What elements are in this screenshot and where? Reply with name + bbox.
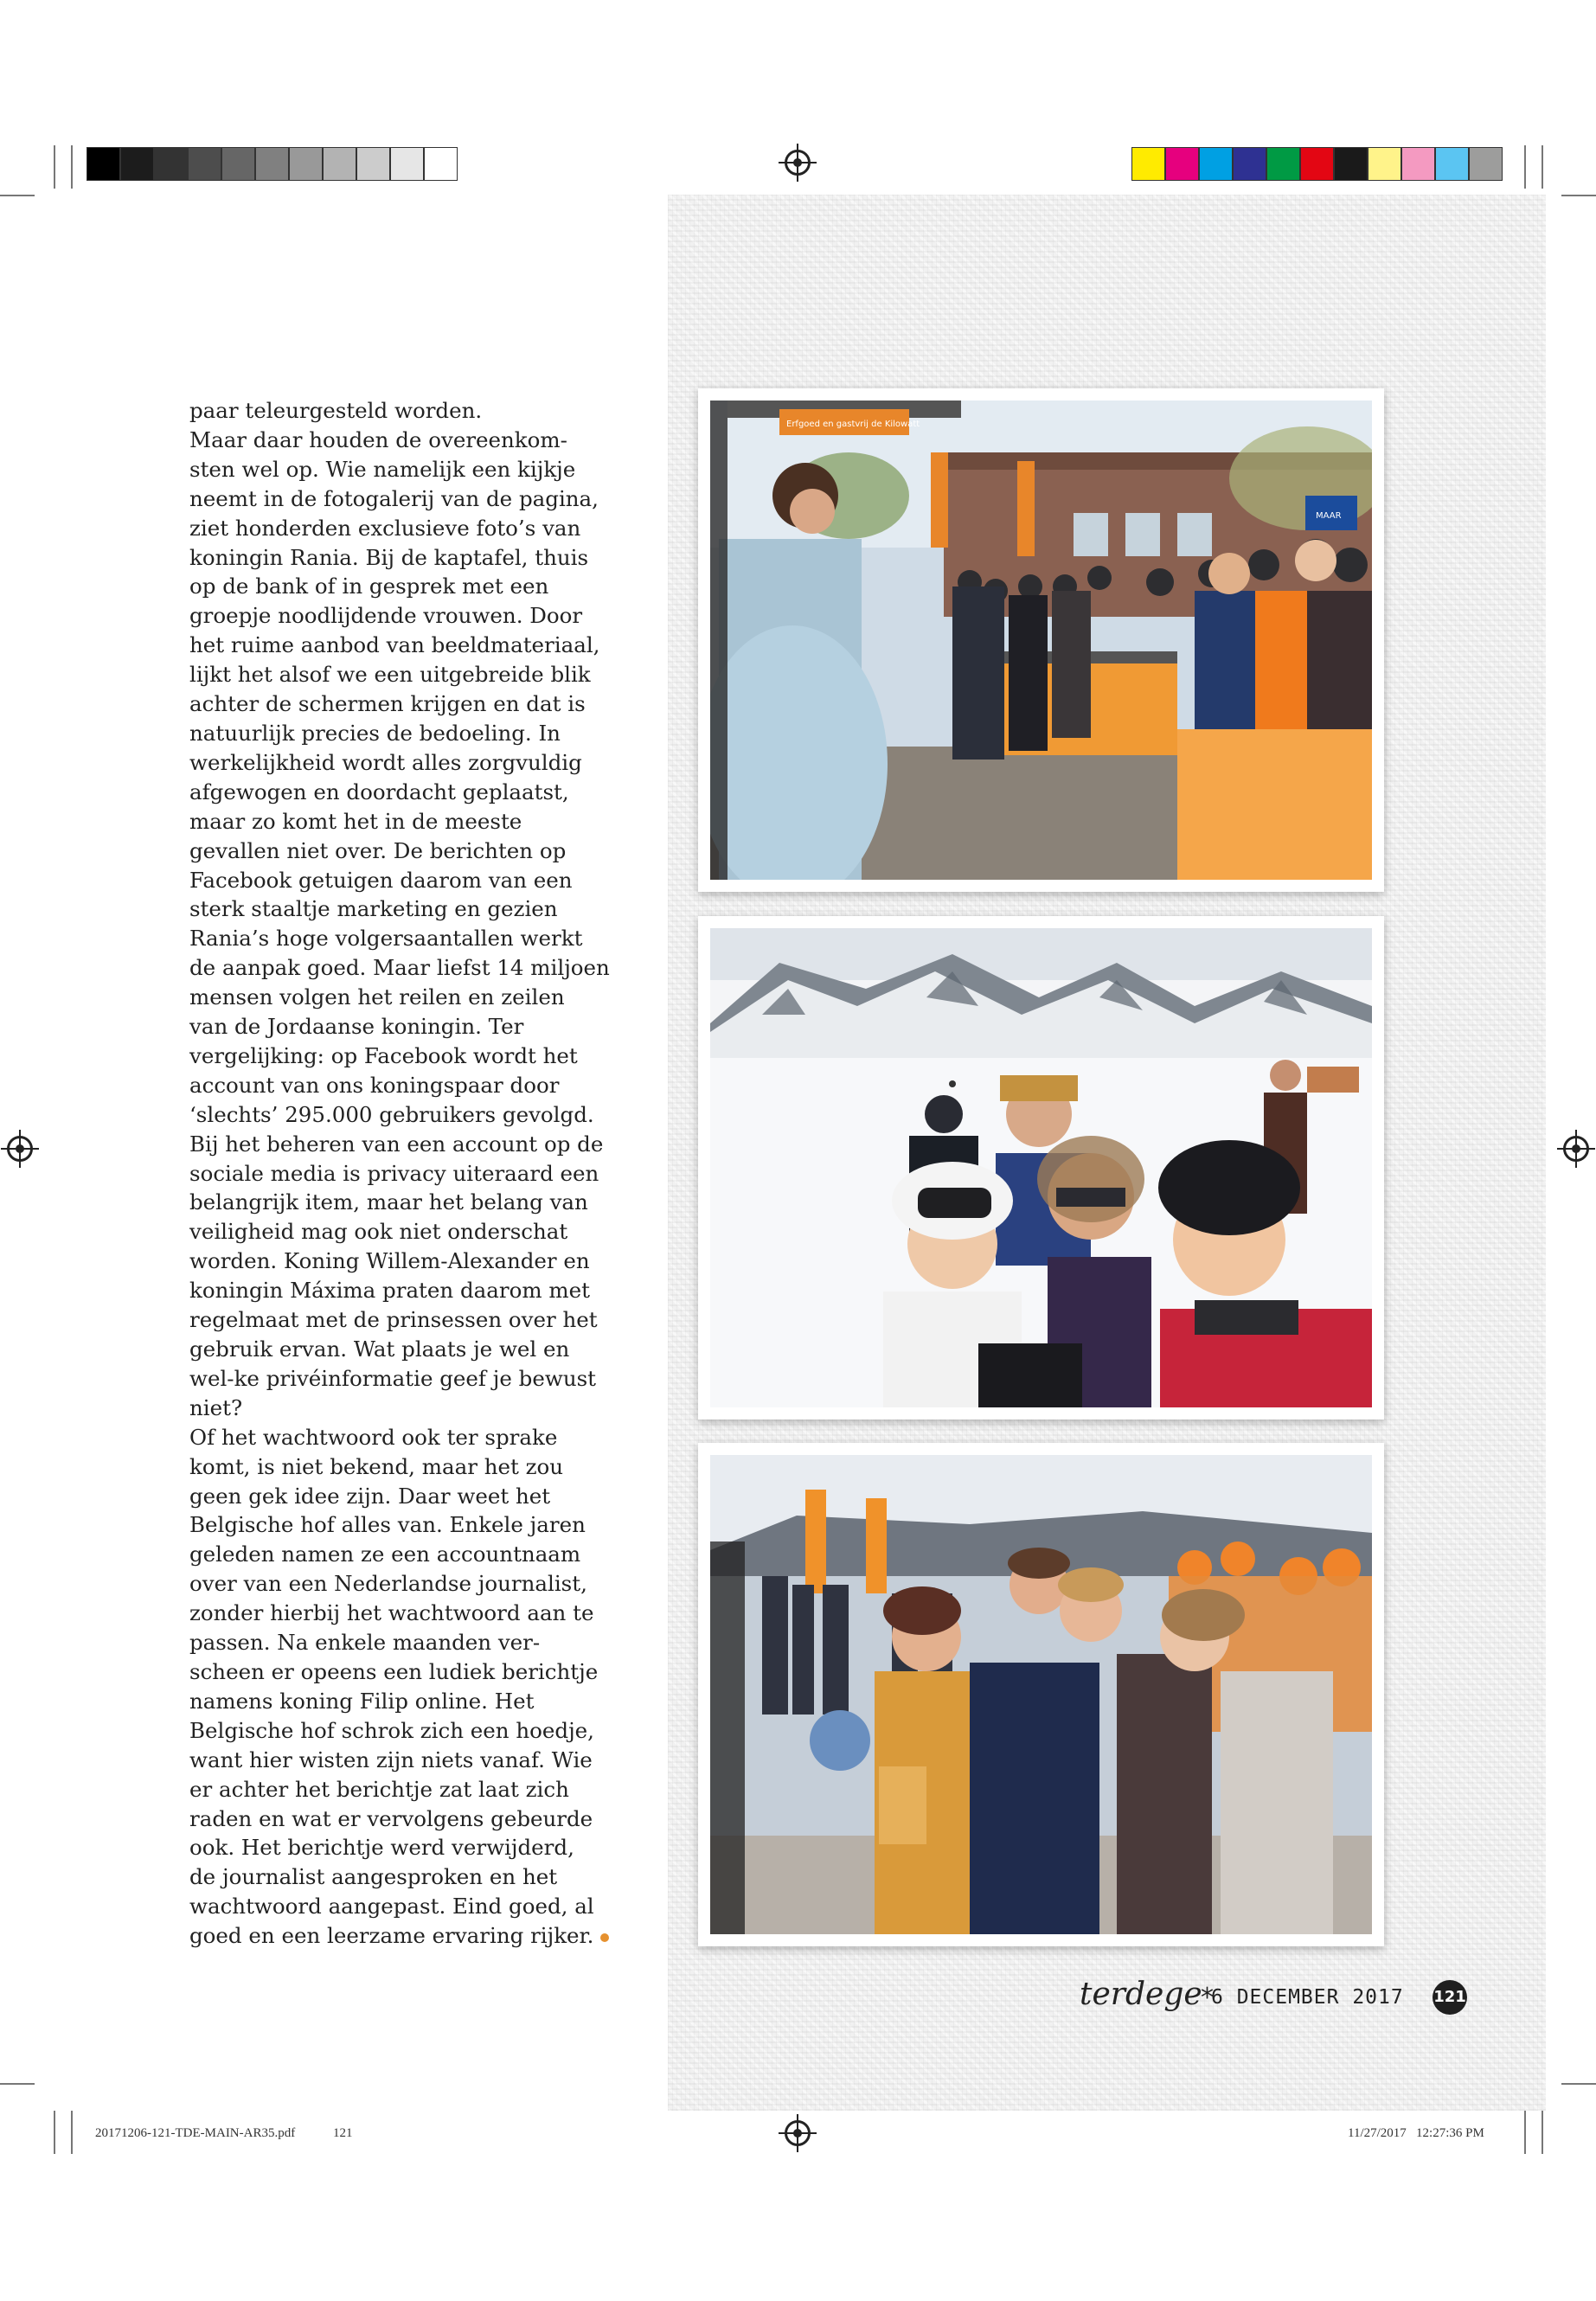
photo-ski-selfie bbox=[710, 928, 1372, 1407]
article-line: paar teleurgesteld worden. bbox=[189, 398, 483, 423]
article-line: er achter het berichtje zat laat zich bbox=[189, 1776, 569, 1802]
article-line: ook. Het berichtje werd verwijderd, bbox=[189, 1835, 574, 1861]
registration-mark-icon bbox=[7, 1136, 33, 1162]
article-line: ziet honderden exclusieve foto’s van bbox=[189, 515, 581, 541]
article-line: worden. Koning Willem-Alexander en bbox=[189, 1248, 590, 1274]
issue-date: 6 DECEMBER 2017 bbox=[1211, 1986, 1404, 2009]
article-line: het ruime aanbod van beeldmateriaal, bbox=[189, 632, 600, 658]
color-swatch bbox=[390, 147, 424, 181]
crop-mark bbox=[71, 2111, 73, 2154]
photo-banner-text: Erfgoed en gastvrij de Kilowatt bbox=[786, 420, 920, 429]
article-line: belangrijk item, maar het belang van bbox=[189, 1189, 588, 1215]
color-swatch bbox=[356, 147, 390, 181]
article-line: wachtwoord aangepast. Eind goed, al bbox=[189, 1894, 594, 1920]
gray-calibration-bar bbox=[87, 147, 458, 181]
article-line: van de Jordaanse koningin. Ter bbox=[189, 1014, 524, 1040]
color-swatch bbox=[1401, 147, 1435, 181]
article-line: namens koning Filip online. Het bbox=[189, 1688, 535, 1714]
color-swatch bbox=[424, 147, 458, 181]
photo-card-event-selfie bbox=[698, 1443, 1384, 1946]
color-swatch bbox=[1334, 147, 1368, 181]
page-number-badge: 121 bbox=[1433, 1980, 1467, 2015]
article-line: zonder hierbij het wachtwoord aan te bbox=[189, 1600, 594, 1626]
article-line: Bij het beheren van een account op de bbox=[189, 1131, 604, 1157]
article-line: vergelijking: op Facebook wordt het bbox=[189, 1042, 578, 1068]
article-line: koningin Máxima praten daarom met bbox=[189, 1278, 590, 1304]
article-line: groepje noodlijdende vrouwen. Door bbox=[189, 603, 583, 629]
article-line: Rania’s hoge volgersaantallen werkt bbox=[189, 926, 583, 952]
article-line: maar zo komt het in de meeste bbox=[189, 808, 522, 834]
article-line: natuurlijk precies de bedoeling. In bbox=[189, 720, 561, 746]
article-line: neemt in de fotogalerij van de pagina, bbox=[189, 485, 599, 511]
color-swatch bbox=[1435, 147, 1469, 181]
photo-selfie-crowd bbox=[710, 401, 1372, 880]
article-line: achter de schermen krijgen en dat is bbox=[189, 691, 586, 717]
article-line: gebruik ervan. Wat plaats je wel en bbox=[189, 1336, 570, 1362]
end-of-article-dot-icon bbox=[600, 1933, 609, 1942]
article-line: mensen volgen het reilen en zeilen bbox=[189, 984, 565, 1010]
crop-mark bbox=[54, 145, 55, 189]
crop-mark bbox=[1524, 2111, 1526, 2154]
registration-mark-icon bbox=[785, 2120, 811, 2146]
crop-mark bbox=[0, 2083, 35, 2085]
color-swatch bbox=[1469, 147, 1503, 181]
article-line: Belgische hof schrok zich een hoedje, bbox=[189, 1717, 594, 1743]
article-line: Facebook getuigen daarom van een bbox=[189, 867, 573, 893]
color-swatch bbox=[1165, 147, 1199, 181]
photo-event-selfie bbox=[710, 1455, 1372, 1934]
color-swatch bbox=[1199, 147, 1233, 181]
crop-mark bbox=[1561, 195, 1596, 196]
crop-mark bbox=[71, 145, 73, 189]
crop-mark bbox=[1542, 145, 1543, 189]
article-text bbox=[189, 396, 610, 1951]
article-line: sociale media is privacy uiteraard een bbox=[189, 1160, 599, 1186]
color-calibration-bar bbox=[1131, 147, 1503, 181]
article-line: over van een Nederlandse journalist, bbox=[189, 1571, 587, 1597]
color-swatch bbox=[188, 147, 221, 181]
crop-mark bbox=[1524, 145, 1526, 189]
article-line: op de bank of in gesprek met een bbox=[189, 574, 549, 599]
article-line: afgewogen en doordacht geplaatst, bbox=[189, 779, 569, 804]
photo-card-ski-selfie bbox=[698, 916, 1384, 1420]
color-swatch bbox=[1233, 147, 1266, 181]
color-swatch bbox=[255, 147, 289, 181]
crop-mark bbox=[54, 2111, 55, 2154]
article-line: regelmaat met de prinsessen over het bbox=[189, 1307, 598, 1333]
article-line: wel-ke privéinformatie geef je bewust bbox=[189, 1365, 597, 1391]
article-line: ‘slechts’ 295.000 gebruikers gevolgd. bbox=[189, 1101, 594, 1127]
color-swatch bbox=[1266, 147, 1300, 181]
article-line: passen. Na enkele maanden ver- bbox=[189, 1630, 541, 1656]
print-slug-file: 20171206-121-TDE-MAIN-AR35.pdf bbox=[95, 2126, 296, 2140]
magazine-brand: terdege bbox=[1080, 1977, 1202, 2012]
article-line: geleden namen ze een accountnaam bbox=[189, 1541, 581, 1567]
article-line: Of het wachtwoord ook ter sprake bbox=[189, 1424, 558, 1450]
article-line: sten wel op. Wie namelijk een kijkje bbox=[189, 456, 576, 482]
article-line: want hier wisten zijn niets vanaf. Wie bbox=[189, 1747, 593, 1772]
crop-mark bbox=[0, 195, 35, 196]
article-line: account van ons koningspaar door bbox=[189, 1072, 560, 1098]
article-line: lijkt het alsof we een uitgebreide blik bbox=[189, 662, 591, 688]
article-line: veiligheid mag ook niet onderschat bbox=[189, 1219, 568, 1245]
star-separator-icon: * bbox=[1201, 1983, 1214, 2013]
registration-mark-icon bbox=[1563, 1136, 1589, 1162]
color-swatch bbox=[154, 147, 188, 181]
article-line: Maar daar houden de overeenkom- bbox=[189, 426, 567, 452]
print-slug-timestamp: 11/27/2017 12:27:36 PM bbox=[1348, 2126, 1484, 2140]
article-line: raden en wat er vervolgens gebeurde bbox=[189, 1805, 593, 1831]
article-line: geen gek idee zijn. Daar weet het bbox=[189, 1483, 551, 1509]
article-line: niet? bbox=[189, 1394, 243, 1420]
registration-mark-icon bbox=[785, 150, 811, 176]
color-swatch bbox=[221, 147, 255, 181]
crop-mark bbox=[1542, 2111, 1543, 2154]
photo-card-selfie-crowd bbox=[698, 388, 1384, 892]
color-swatch bbox=[87, 147, 120, 181]
article-line: koningin Rania. Bij de kaptafel, thuis bbox=[189, 544, 589, 570]
article-line: komt, is niet bekend, maar het zou bbox=[189, 1453, 564, 1479]
article-line: scheen er opeens een ludiek berichtje bbox=[189, 1658, 599, 1684]
color-swatch bbox=[1368, 147, 1401, 181]
color-swatch bbox=[323, 147, 356, 181]
article-line: Belgische hof alles van. Enkele jaren bbox=[189, 1512, 586, 1538]
article-line: de journalist aangesproken en het bbox=[189, 1864, 558, 1890]
article-line: goed en een leerzame ervaring rijker. bbox=[189, 1921, 574, 1951]
color-swatch bbox=[1131, 147, 1165, 181]
article-line: gevallen niet over. De berichten op bbox=[189, 837, 567, 863]
article-line: sterk staaltje marketing en gezien bbox=[189, 896, 558, 922]
color-swatch bbox=[120, 147, 154, 181]
crop-mark bbox=[1561, 2083, 1596, 2085]
color-swatch bbox=[289, 147, 323, 181]
print-slug-page: 121 bbox=[333, 2126, 353, 2140]
article-line: werkelijkheid wordt alles zorgvuldig bbox=[189, 749, 582, 775]
color-swatch bbox=[1300, 147, 1334, 181]
article-line: de aanpak goed. Maar liefst 14 miljoen bbox=[189, 955, 610, 981]
photo-sign-text: MAAR bbox=[1316, 511, 1342, 521]
